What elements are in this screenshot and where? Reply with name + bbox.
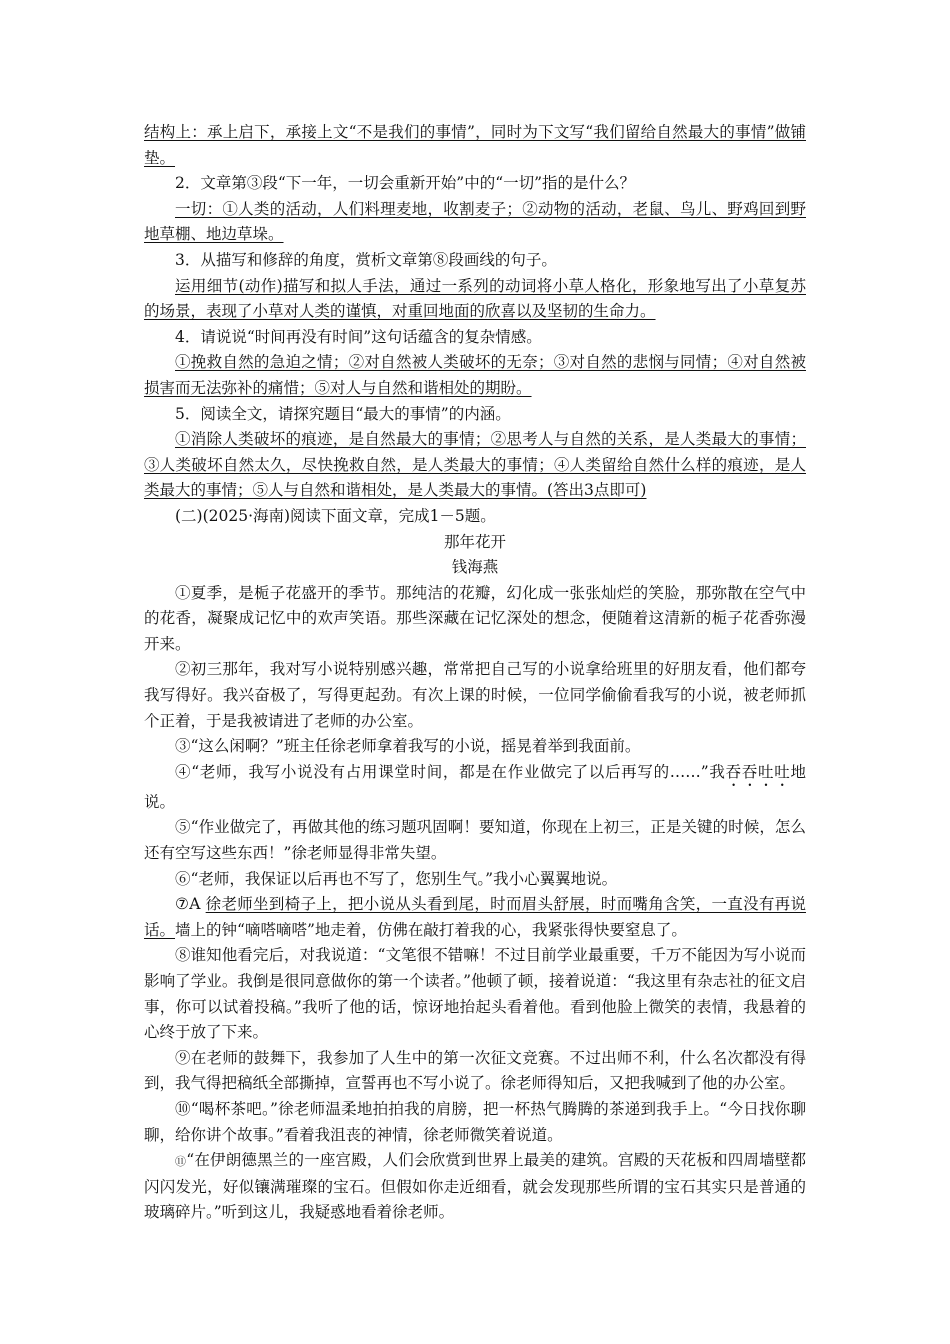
question-3: 3．从描写和修辞的角度，赏析文章第⑧段画线的句子。 (175, 250, 557, 269)
paragraph-11 (144, 1148, 806, 1226)
underlined-sentence-a: 徐老师坐到椅子上，把小说从头看到尾，时而眉头舒展，时而嘴角含笑，一直没有再说话。 (144, 895, 806, 939)
paragraph-9: ⑨在老师的鼓舞下，我参加了人生中的第一次征文竞赛。不过出师不利，什么名次都没有得到，我气得把稿纸全部撕掉，宣誓再也不写小说了。徐老师得知后，又把我喊到了他的办公室。 (144, 1048, 806, 1093)
paragraph-4 (144, 760, 806, 816)
article-author: 钱海燕 (451, 558, 499, 577)
section-intro: (二)(2025·海南)阅读下面文章，完成1－5题。 (175, 506, 496, 525)
paragraph-8: ⑧谁知他看完后，对我说道：“文笔很不错嘛！不过目前学业最重要，千万不能因为写小说而影响了学业。我倒是很同意做你的第一个读者。”他顿了顿，接着说道：“我这里有杂志社的征文启事，你可以试着投稿。”我听了他的话，惊讶地抬起头看着他。看到他脸上微笑的表情，我悬着的心终于放了下来。 (144, 946, 806, 1042)
paragraph-4-end: 地说。 (144, 762, 806, 811)
paragraph-7-label: ⑦A (175, 895, 206, 914)
answer-1-tail: 结构上：承上启下，承接上文“不是我们的事情”，同时为下文写“我们留给自然最大的事情”做铺垫。 (144, 123, 806, 167)
answer-4: ①挽救自然的急迫之情；②对自然被人类破坏的无奈；③对自然的悲悯与同情；④对自然被损害而无法弥补的痛惜；⑤对人与自然和谐相处的期盼。 (144, 353, 806, 397)
question-2: 2．文章第③段“下一年，一切会重新开始”中的“一切”指的是什么？ (175, 174, 636, 193)
paragraph-3: ③“这么闲啊？”班主任徐老师拿着我写的小说，摇晃着举到我面前。 (175, 737, 641, 756)
paragraph-6: ⑥“老师，我保证以后再也不写了，您别生气。”我小心翼翼地说。 (175, 869, 618, 888)
paragraph-7-rest: 墙上的钟“嘀嗒嘀嗒”地走着，仿佛在敲打着我的心，我紧张得快要窒息了。 (175, 920, 687, 939)
emphasis-dotted-word: 吞吞吐吐 (725, 762, 791, 781)
question-5: 5．阅读全文，请探究题目“最大的事情”的内涵。 (175, 404, 511, 423)
question-4: 4．请说说“时间再没有时间”这句话蕴含的复杂情感。 (175, 327, 542, 346)
article-title: 那年花开 (443, 532, 506, 551)
paragraph-11-number: ⑪ (175, 1155, 187, 1169)
paragraph-5: ⑤“作业做完了，再做其他的练习题巩固啊！要知道，你现在上初三，正是关键的时候，怎么还有空写这些东西！”徐老师显得非常失望。 (144, 818, 806, 863)
paragraph-11-text: “在伊朗德黑兰的一座宫殿，人们会欣赏到世界上最美的建筑。宫殿的天花板和四周墙壁都闪闪发光，好似镶满璀璨的宝石。但假如你走近细看，就会发现那些所谓的宝石其实只是普通的玻璃碎片。”听到这儿，我疑惑地看着徐老师。 (144, 1151, 807, 1222)
answer-2: 一切：①人类的活动，人们料理麦地，收割麦子；②动物的活动，老鼠、鸟儿、野鸡回到野地草棚、地边草垛。 (144, 199, 806, 244)
paragraph-1: ①夏季，是栀子花盛开的季节。那纯洁的花瓣，幻化成一张张灿烂的笑脸，那弥散在空气中的花香，凝聚成记忆中的欢声笑语。那些深藏在记忆深处的想念，便随着这清新的栀子花香弥漫开来。 (144, 583, 806, 653)
paragraph-2: ②初三那年，我对写小说特别感兴趣，常常把自己写的小说拿给班里的好朋友看，他们都夸我写得好。我兴奋极了，写得更起劲。有次上课的时候，一位同学偷偷看我写的小说，被老师抓个正着，于是我被请进了老师的办公室。 (144, 660, 806, 730)
document-page (144, 120, 806, 1226)
paragraph-10: ⑩“喝杯茶吧。”徐老师温柔地拍拍我的肩膀，把一杯热气腾腾的茶递到我手上。“今日找你聊聊，给你讲个故事。”看着我沮丧的神情，徐老师微笑着说道。 (144, 1099, 806, 1144)
paragraph-4-text: ④“老师，我写小说没有占用课堂时间，都是在作业做完了以后再写的……”我 (175, 762, 726, 781)
paragraph-7 (144, 892, 806, 943)
answer-5: ①消除人类破坏的痕迹，是自然最大的事情；②思考人与自然的关系，是人类最大的事情；③人类破坏自然太久，尽快挽救自然，是人类最大的事情；④人类留给自然什么样的痕迹，是人类最大的事情；⑤人与自然和谐相处，是人类最大的事情。(答出3点即可) (144, 430, 806, 500)
answer-3: 运用细节(动作)描写和拟人手法，通过一系列的动词将小草人格化，形象地写出了小草复苏的场景，表现了小草对人类的谨慎，对重回地面的欣喜以及坚韧的生命力。 (144, 276, 806, 321)
